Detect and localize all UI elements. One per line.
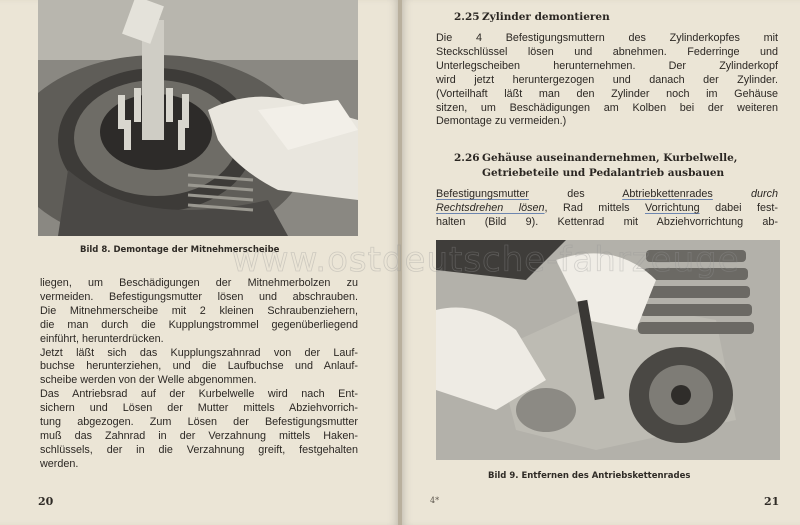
text-line: Die 4 Befestigungsmuttern des Zylinderkopfes mit <box>436 32 778 44</box>
text-line: scheibe werden von der Welle abgenommen. <box>40 374 257 387</box>
text-line: sichern und Lösen der Mutter mittels Abziehvorrich- <box>40 402 358 415</box>
text-line: (Vorteilhaft läßt man den Zylinder noch im Gehäuse <box>436 87 778 100</box>
text-line <box>436 188 778 202</box>
text-line: Unterlegscheiben herunternehmen. Der Zylinderkopf <box>436 59 778 72</box>
section-title: Zylinder demontieren <box>482 11 610 23</box>
page-number-left: 20 <box>38 495 54 508</box>
underlined-term: Befestigungsmutter <box>436 188 530 200</box>
page-number-right: 21 <box>764 495 780 508</box>
text-line: wird jetzt heruntergezogen und danach der Zylinder. <box>436 73 778 86</box>
section-title-line-1: Gehäuse auseinandernehmen, Kurbelwelle, <box>482 152 738 164</box>
printer-signature-mark: 4* <box>430 496 440 505</box>
underlined-term: Vorrichtung <box>644 201 700 214</box>
section-2-25-body <box>436 32 778 129</box>
text-line: werden. <box>40 457 79 470</box>
left-page-body <box>40 277 358 472</box>
italic-term: durch <box>712 188 779 200</box>
section-number: 2.25 <box>454 11 480 23</box>
section-2-26-body <box>436 188 778 230</box>
photo-clutch-disassembly <box>38 0 358 236</box>
text-line: tung abgezogen. Zum Lösen der Befestigungsmutter <box>40 416 358 429</box>
text-line: Demontage zu vermeiden.) <box>436 115 567 128</box>
text-fragment: , Rad mittels <box>544 201 645 214</box>
text-line: Jetzt läßt sich das Kupplungszahnrad von der Lauf- <box>40 346 358 359</box>
underlined-term: Abtriebkettenrades <box>622 188 713 200</box>
text-line: die man durch die Kupplungstrommel gegenüberliegend <box>40 318 358 331</box>
text-line: Steckschlüssel lösen und abnehmen. Federringe und <box>436 45 778 58</box>
text-line: Das Antriebsrad auf der Kurbelwelle wird nach Ent- <box>40 388 358 401</box>
text-fragment: dabei fest- <box>699 201 778 214</box>
text-line: buchse herunterziehen, und die Laufbuchse und Anlauf- <box>40 360 358 373</box>
text-line: muß das Zahnrad in der Verzahnung mittels Haken- <box>40 429 358 442</box>
text-line: schlüssels, der in die Verzahnung greift, festgehalten <box>40 443 358 456</box>
text-line: sitzen, um Beschädigungen am Kolben bei der weiteren <box>436 101 778 114</box>
text-line: liegen, um Beschädigungen der Mitnehmerbolzen zu <box>40 277 358 289</box>
caption-bild-9: Bild 9. Entfernen des Antriebskettenrades <box>488 471 691 481</box>
caption-bild-8: Bild 8. Demontage der Mitnehmerscheibe <box>80 245 280 255</box>
section-title-line-2: Getriebeteile und Pedalantrieb ausbauen <box>482 167 725 179</box>
section-heading-2-25 <box>454 11 610 23</box>
underlined-italic-term: Rechtsdrehen lösen <box>436 201 545 214</box>
text-fragment: des <box>529 188 623 200</box>
watermark-url: www.ostdeutsche-fahrzeuge <box>232 240 740 280</box>
text-line: vermeiden. Befestigungsmutter lösen und abschrauben. <box>40 290 358 303</box>
text-line: halten (Bild 9). Kettenrad mit Abziehvorrichtung ab- <box>436 215 778 228</box>
section-number: 2.26 <box>454 152 480 164</box>
text-line: einführt, herunterdrücken. <box>40 332 164 345</box>
clutch-photo-illustration <box>38 0 358 236</box>
text-line <box>436 202 778 216</box>
text-line: Die Mitnehmerscheibe mit 2 kleinen Schraubenziehern, <box>40 304 358 317</box>
section-heading-2-26 <box>454 151 737 181</box>
